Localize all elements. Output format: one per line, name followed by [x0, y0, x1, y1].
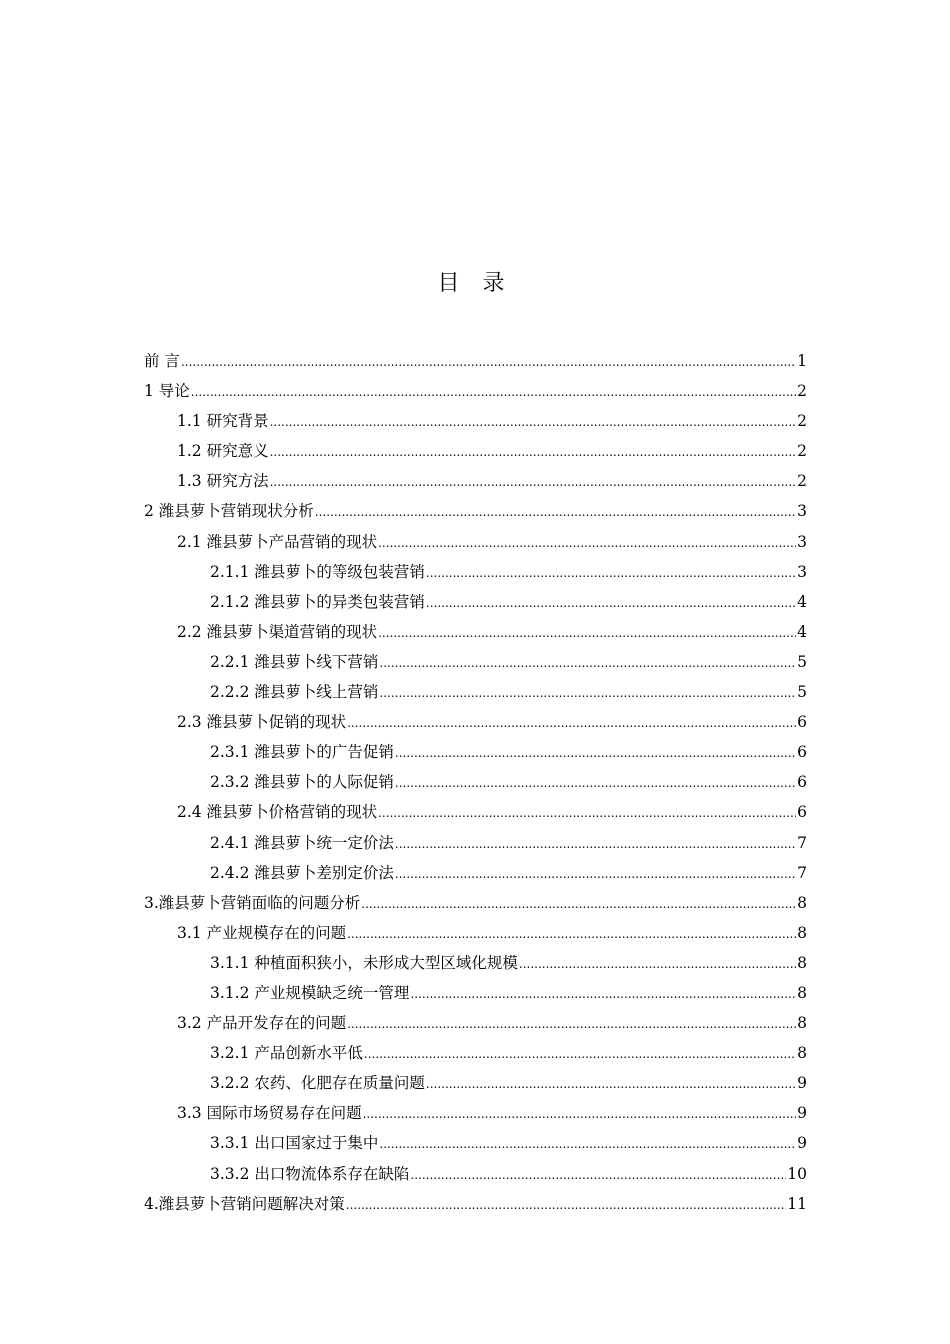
toc-entry-page: 6 — [797, 743, 807, 762]
toc-entry-page: 2 — [797, 472, 807, 491]
toc-entry-page: 2 — [797, 412, 807, 431]
toc-dot-leader — [395, 829, 796, 859]
toc-dot-leader — [363, 1099, 797, 1129]
toc-entry-label: 2.3.1 潍县萝卜的广告促销 — [210, 743, 394, 762]
toc-entry-page: 6 — [797, 803, 807, 822]
toc-entry-page: 3 — [797, 532, 807, 551]
toc-dot-leader — [181, 347, 796, 377]
toc-list — [144, 346, 807, 1219]
toc-entry-label: 1 导论 — [144, 382, 190, 401]
toc-entry-page: 8 — [797, 893, 807, 912]
toc-entry-page: 6 — [797, 713, 807, 732]
toc-entry-page: 2 — [797, 382, 807, 401]
toc-entry-page: 7 — [797, 863, 807, 882]
toc-dot-leader — [364, 1039, 796, 1069]
toc-entry-page: 9 — [797, 1074, 807, 1093]
toc-entry[interactable] — [144, 1128, 807, 1158]
toc-dot-leader — [191, 377, 796, 407]
toc-dot-leader — [378, 618, 796, 648]
toc-dot-leader — [270, 437, 797, 467]
toc-entry-label: 前 言 — [144, 352, 180, 370]
toc-entry[interactable] — [144, 376, 807, 406]
toc-entry-label: 3.3.2 出口物流体系存在缺陷 — [210, 1164, 410, 1183]
toc-dot-leader — [270, 467, 797, 497]
toc-entry-page: 2 — [797, 442, 807, 461]
toc-entry-label: 1.1 研究背景 — [177, 412, 269, 431]
toc-entry-page: 6 — [797, 773, 807, 792]
toc-entry[interactable] — [144, 828, 807, 858]
toc-entry-page: 9 — [797, 1134, 807, 1153]
toc-entry-page: 11 — [787, 1194, 807, 1213]
toc-dot-leader — [379, 678, 796, 708]
toc-entry[interactable] — [144, 346, 807, 376]
toc-entry[interactable] — [144, 858, 807, 888]
toc-entry[interactable] — [144, 888, 807, 918]
toc-entry-page: 1 — [797, 352, 807, 370]
toc-entry[interactable] — [144, 707, 807, 737]
toc-dot-leader — [379, 648, 796, 678]
toc-dot-leader — [519, 949, 796, 979]
toc-dot-leader — [347, 919, 796, 949]
toc-entry-label: 4.潍县萝卜营销问题解决对策 — [144, 1194, 345, 1213]
toc-entry-page: 8 — [797, 923, 807, 942]
toc-dot-leader — [426, 1069, 796, 1099]
toc-entry-page: 4 — [797, 622, 807, 641]
toc-entry-label: 3.1.2 产业规模缺乏统一管理 — [210, 983, 410, 1002]
toc-entry-page: 4 — [797, 592, 807, 611]
toc-dot-leader — [378, 798, 796, 828]
toc-entry-label: 3.2 产品开发存在的问题 — [177, 1014, 347, 1033]
toc-entry[interactable] — [144, 1008, 807, 1038]
toc-entry[interactable] — [144, 496, 807, 526]
toc-entry-page: 8 — [797, 983, 807, 1002]
toc-entry-label: 3.2.1 产品创新水平低 — [210, 1044, 363, 1063]
toc-entry[interactable] — [144, 1159, 807, 1189]
toc-entry[interactable] — [144, 767, 807, 797]
toc-entry[interactable] — [144, 406, 807, 436]
toc-entry-page: 8 — [797, 1014, 807, 1033]
toc-dot-leader — [361, 889, 796, 919]
toc-entry-page: 8 — [797, 953, 807, 972]
toc-entry-page: 5 — [797, 652, 807, 671]
toc-dot-leader — [426, 558, 796, 588]
toc-title: 目 录 — [437, 271, 513, 296]
toc-entry-label: 3.1.1 种植面积狭小，未形成大型区域化规模 — [210, 953, 518, 972]
toc-entry[interactable] — [144, 677, 807, 707]
toc-dot-leader — [379, 1129, 796, 1159]
toc-entry-page: 5 — [797, 683, 807, 702]
toc-dot-leader — [410, 1160, 786, 1190]
toc-entry[interactable] — [144, 918, 807, 948]
toc-entry-label: 2.2.1 潍县萝卜线下营销 — [210, 652, 379, 671]
toc-entry-page: 8 — [797, 1044, 807, 1063]
toc-entry[interactable] — [144, 1068, 807, 1098]
toc-entry-page: 10 — [787, 1164, 807, 1183]
toc-entry[interactable] — [144, 436, 807, 466]
toc-dot-leader — [378, 528, 796, 558]
toc-entry[interactable] — [144, 737, 807, 767]
toc-dot-leader — [395, 738, 796, 768]
toc-entry-label: 2.2.2 潍县萝卜线上营销 — [210, 683, 379, 702]
toc-entry[interactable] — [144, 1038, 807, 1068]
toc-entry-page: 9 — [797, 1104, 807, 1123]
toc-entry-label: 2.3 潍县萝卜促销的现状 — [177, 713, 347, 732]
toc-dot-leader — [426, 588, 796, 618]
toc-entry-label: 2.4.1 潍县萝卜统一定价法 — [210, 833, 394, 852]
toc-entry-label: 3.3.1 出口国家过于集中 — [210, 1134, 379, 1153]
toc-entry[interactable] — [144, 647, 807, 677]
toc-entry-page: 7 — [797, 833, 807, 852]
toc-dot-leader — [347, 708, 796, 738]
toc-entry-label: 3.潍县萝卜营销面临的问题分析 — [144, 893, 361, 912]
toc-entry-label: 1.3 研究方法 — [177, 472, 269, 491]
toc-dot-leader — [346, 1190, 786, 1220]
toc-entry[interactable] — [144, 797, 807, 827]
toc-entry[interactable] — [144, 557, 807, 587]
toc-entry-label: 2 潍县萝卜营销现状分析 — [144, 502, 314, 521]
toc-entry-page: 3 — [797, 502, 807, 521]
toc-entry-label: 2.1.1 潍县萝卜的等级包装营销 — [210, 562, 425, 581]
toc-entry-label: 2.4 潍县萝卜价格营销的现状 — [177, 803, 378, 822]
toc-entry[interactable] — [144, 948, 807, 978]
toc-dot-leader — [410, 979, 796, 1009]
toc-entry[interactable] — [144, 587, 807, 617]
toc-entry[interactable] — [144, 1189, 807, 1219]
toc-dot-leader — [395, 859, 796, 889]
toc-entry-label: 2.1.2 潍县萝卜的异类包装营销 — [210, 592, 425, 611]
toc-dot-leader — [347, 1009, 796, 1039]
toc-entry[interactable] — [144, 978, 807, 1008]
toc-entry-label: 3.2.2 农药、化肥存在质量问题 — [210, 1074, 425, 1093]
toc-entry-label: 2.4.2 潍县萝卜差别定价法 — [210, 863, 394, 882]
toc-entry-label: 1.2 研究意义 — [177, 442, 269, 461]
toc-entry[interactable] — [144, 1098, 807, 1128]
toc-entry-label: 3.3 国际市场贸易存在问题 — [177, 1104, 362, 1123]
toc-dot-leader — [315, 497, 796, 527]
toc-entry-label: 2.1 潍县萝卜产品营销的现状 — [177, 532, 378, 551]
toc-entry-label: 3.1 产业规模存在的问题 — [177, 923, 347, 942]
toc-entry[interactable] — [144, 617, 807, 647]
toc-entry-label: 2.2 潍县萝卜渠道营销的现状 — [177, 622, 378, 641]
toc-entry[interactable] — [144, 466, 807, 496]
toc-dot-leader — [270, 407, 797, 437]
toc-entry-label: 2.3.2 潍县萝卜的人际促销 — [210, 773, 394, 792]
toc-dot-leader — [395, 768, 796, 798]
toc-entry[interactable] — [144, 527, 807, 557]
toc-entry-page: 3 — [797, 562, 807, 581]
